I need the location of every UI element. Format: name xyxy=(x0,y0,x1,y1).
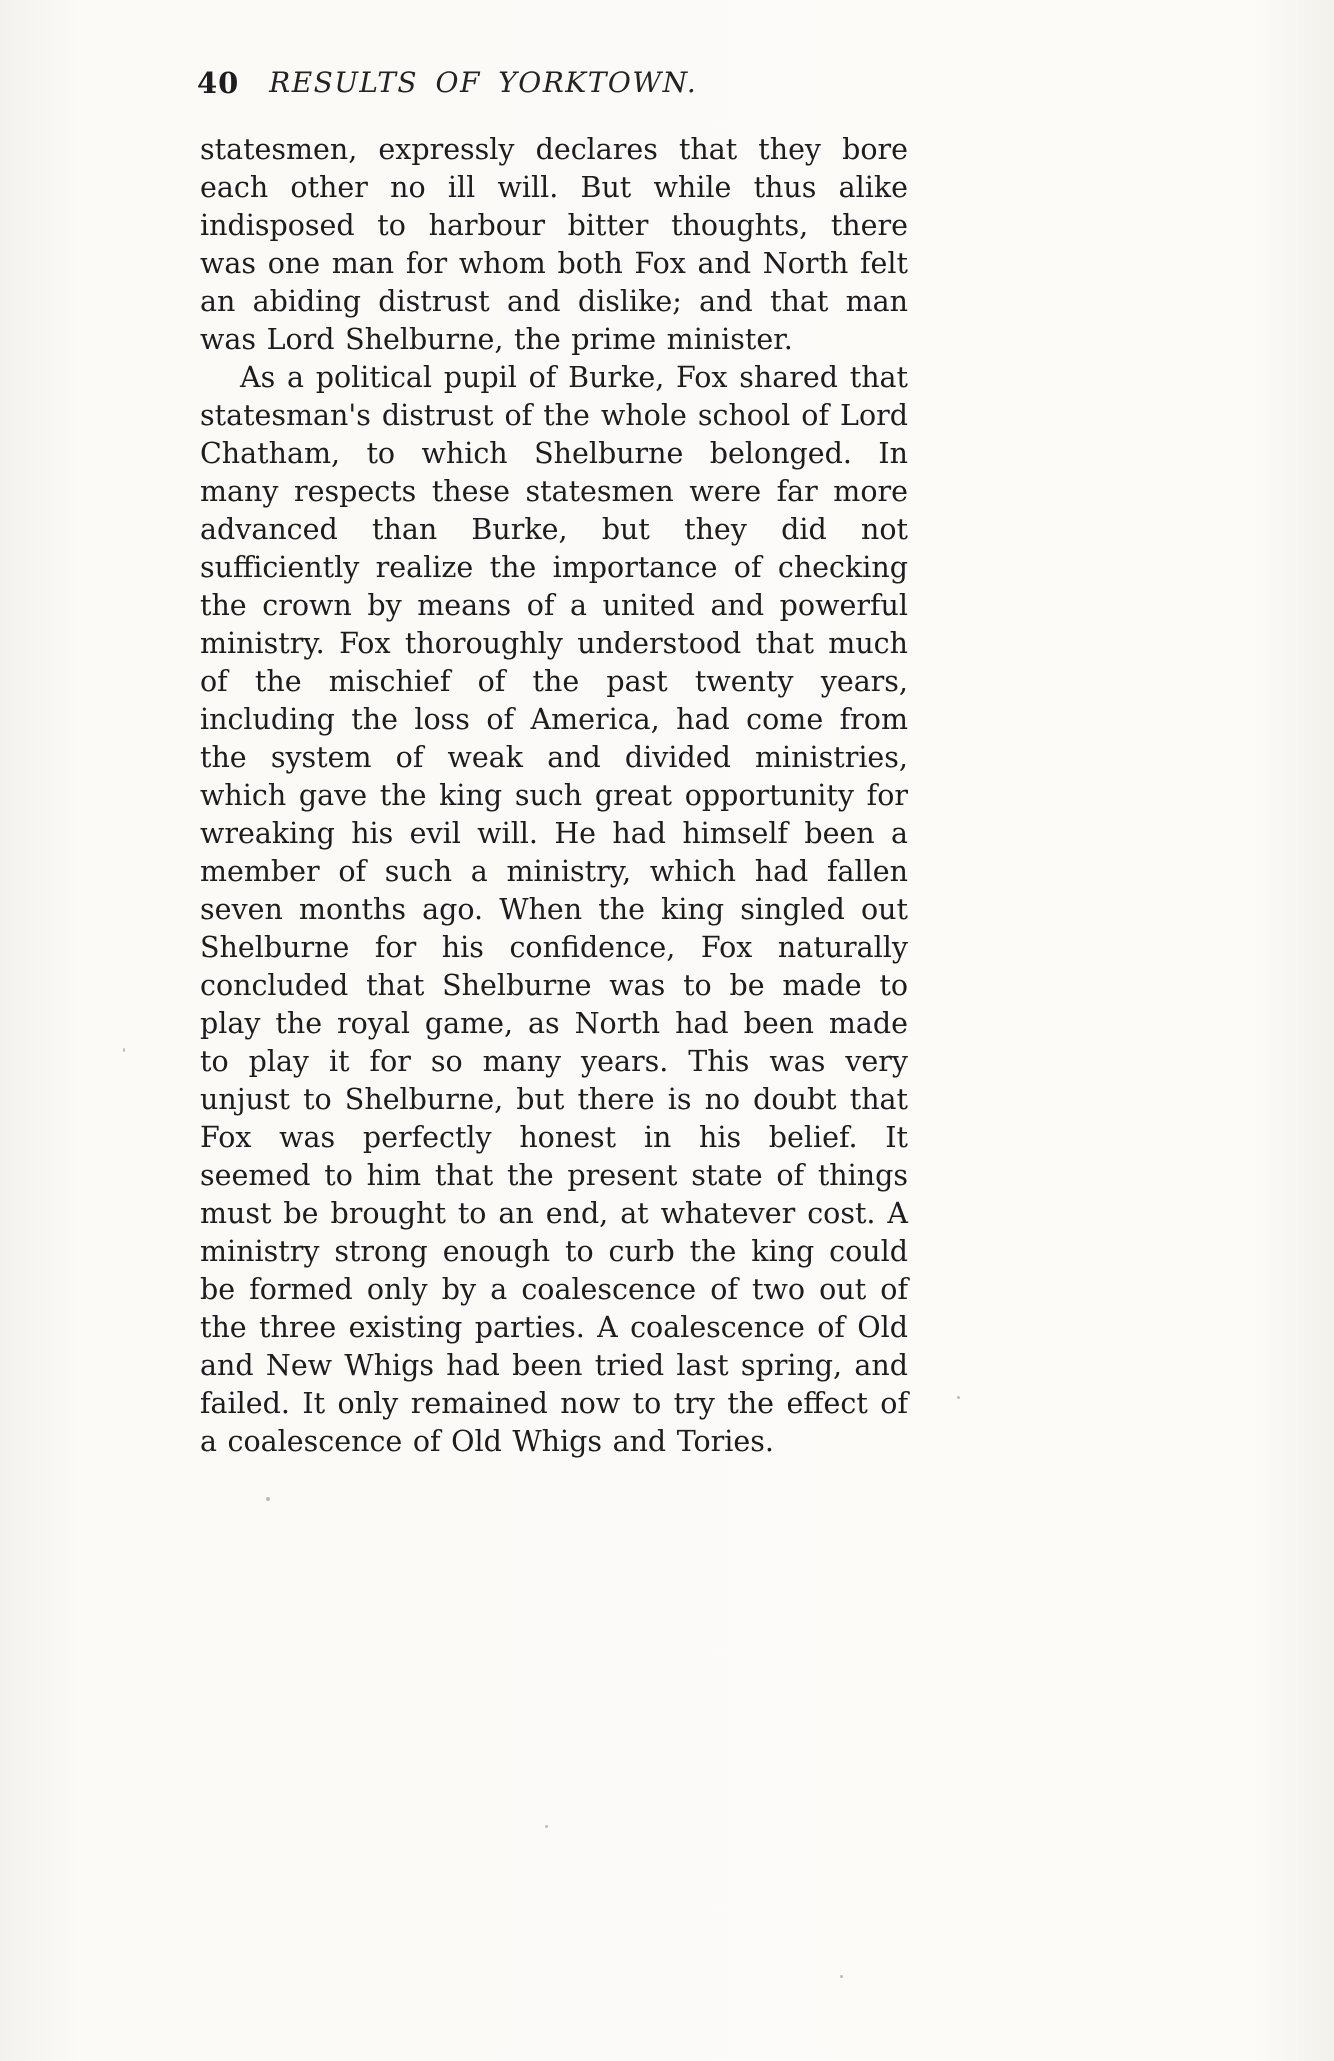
page-header xyxy=(197,66,908,102)
paragraph-main: As a political pupil of Burke, Fox shared that statesman's distrust of the whole school of Lord Chatham, to which Shelburne belonged. In many respects these statesmen were far more advanced than Burke, but they did not sufficiently realize the importance of checking the crown by means of a united and powerful ministry. Fox thoroughly understood that much of the mischief of the past twenty years, including the loss of America, had come from the system of weak and divided ministries, which gave the king such great opportunity for wreaking his evil will. He had himself been a member of such a ministry, which had fallen seven months ago. When the king singled out Shelburne for his confidence, Fox naturally concluded that Shelburne was to be made to play the royal game, as North had been made to play it for so many years. This was very unjust to Shelburne, but there is no doubt that Fox was perfectly honest in his belief. It seemed to him that the present state of things must be brought to an end, at whatever cost. A ministry strong enough to curb the king could be formed only by a coalescence of two out of the three existing parties. A coalescence of Old and New Whigs had been tried last spring, and failed. It only remained now to try the effect of a coalescence of Old Whigs and Tories. xyxy=(200,361,908,1458)
scan-speck xyxy=(266,1497,270,1501)
page-number: 40 xyxy=(197,66,240,100)
scan-speck xyxy=(123,1048,125,1052)
scan-speck xyxy=(545,1825,548,1828)
running-head: RESULTS OF YORKTOWN. xyxy=(269,66,698,99)
paragraph-continuation: statesmen, expressly declares that they bore each other no ill will. But while thus alike indisposed to harbour bitter thoughts, there was one man for whom both Fox and North felt an abiding distrust and dislike; and that man was Lord Shelburne, the prime minister. xyxy=(200,133,908,356)
text-block xyxy=(200,131,908,1461)
scan-speck xyxy=(957,1396,960,1399)
scan-speck xyxy=(840,1975,843,1978)
